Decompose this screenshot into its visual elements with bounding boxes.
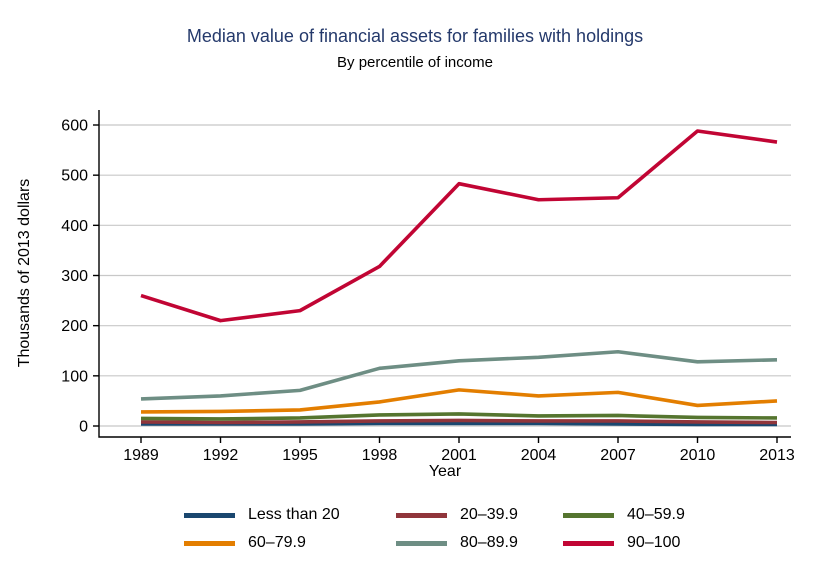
x-tick-label: 1992 [202,447,239,464]
legend-item [563,506,685,524]
y-tick-label: 300 [61,268,88,285]
legend-label: 90–100 [627,534,681,551]
series-line-3 [141,414,777,419]
x-axis-ticks [123,437,795,464]
legend-label: Less than 20 [248,506,340,523]
y-gridlines [99,125,791,426]
x-tick-label: 2007 [600,447,636,464]
legend-label: 80–89.9 [460,534,518,551]
chart-title: Median value of financial assets for families with holdings [186,26,644,46]
legend-key-line [396,513,447,518]
legend-label: 40–59.9 [627,506,685,523]
legend-key-line [563,513,614,518]
legend-item [396,534,563,552]
y-tick-label: 100 [61,368,88,386]
legend [184,506,685,552]
legend-key-line [563,541,614,546]
x-tick-label: 1989 [123,447,159,464]
series-line-2 [141,420,777,422]
legend-key-line [184,541,235,546]
x-tick-label: 2004 [520,447,557,464]
legend-key-line [396,541,447,546]
y-tick-label: 600 [61,117,88,135]
y-tick-label: 200 [61,318,88,336]
legend-item [563,534,685,552]
legend-item [184,506,396,524]
x-tick-label: 2013 [759,447,795,464]
x-tick-label: 2001 [441,447,477,464]
legend-label: 60–79.9 [248,534,306,551]
x-axis-title: Year [428,463,462,480]
y-tick-label: 400 [61,217,88,235]
y-axis-title: Thousands of 2013 dollars [16,178,33,368]
y-axis-ticks [61,118,99,436]
legend-item [396,506,563,524]
axis-lines [99,110,791,437]
legend-key-line [184,513,235,518]
x-tick-label: 1995 [282,447,318,464]
x-tick-label: 2010 [679,447,716,464]
chart-subtitle: By percentile of income [337,54,493,71]
y-tick-label: 0 [79,418,88,436]
y-tick-label: 500 [61,167,88,185]
x-tick-label: 1998 [361,447,398,464]
legend-item [184,534,396,552]
legend-label: 20–39.9 [460,506,518,523]
